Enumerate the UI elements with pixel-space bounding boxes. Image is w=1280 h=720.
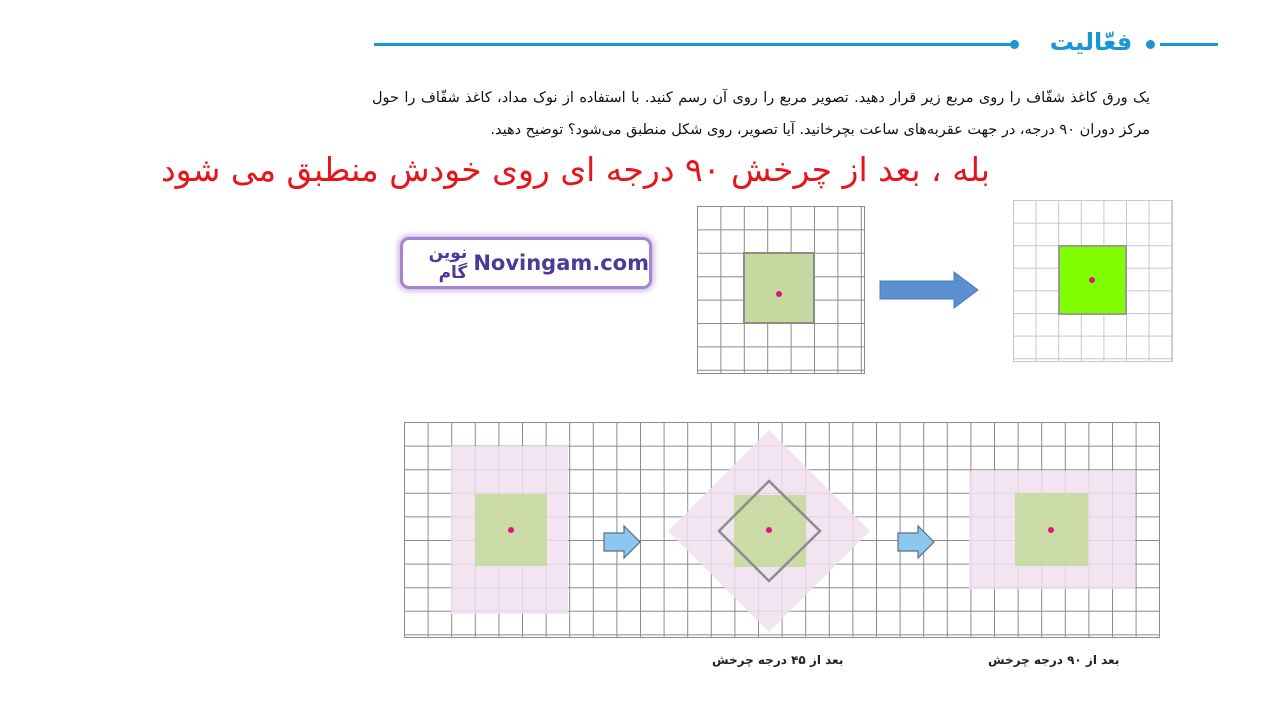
instruction-paragraph: یک ورق کاغذ شفّاف را روی مربع زیر قرار دهید. تصویر مربع را روی آن رسم کنید. با استفاده از نوک مداد، کاغذ شفّاف را حول مرکز دوران ۹۰ درجه، در جهت عقربه‌های ساعت بچرخانید. آیا تصویر، روی شکل منطبق می‌شود؟ توضیح دهید. bbox=[372, 90, 1150, 138]
header-dot-left bbox=[1010, 40, 1019, 49]
answer-text: بله ، بعد از چرخش ۹۰ درجه ای روی خودش منطبق می شود bbox=[160, 150, 990, 189]
center-dot bbox=[1089, 277, 1095, 283]
center-dot bbox=[508, 527, 514, 533]
logo-latin-text: Novingam.com bbox=[473, 251, 649, 275]
header-rule-right bbox=[1160, 43, 1218, 46]
center-dot bbox=[766, 527, 772, 533]
original-square bbox=[744, 253, 814, 323]
center-dot bbox=[1048, 527, 1054, 533]
original-square-figure bbox=[697, 206, 865, 374]
arrow-right-icon bbox=[604, 526, 640, 558]
caption-after-45: بعد از ۴۵ درجه چرخش bbox=[712, 653, 844, 667]
rotation-sequence-figure bbox=[404, 422, 1160, 638]
arrow-right-icon bbox=[898, 526, 934, 558]
center-dot bbox=[776, 291, 782, 297]
header-rule-left bbox=[374, 43, 1014, 46]
activity-title: فعّالیت bbox=[1049, 28, 1133, 56]
arrow-right-icon bbox=[878, 270, 982, 310]
caption-after-90: بعد از ۹۰ درجه چرخش bbox=[988, 653, 1120, 667]
header-dot-right bbox=[1146, 40, 1155, 49]
logo-persian-text: نوین گام bbox=[428, 243, 468, 283]
rotated-square-figure bbox=[1013, 200, 1173, 362]
novingam-logo bbox=[400, 237, 652, 289]
